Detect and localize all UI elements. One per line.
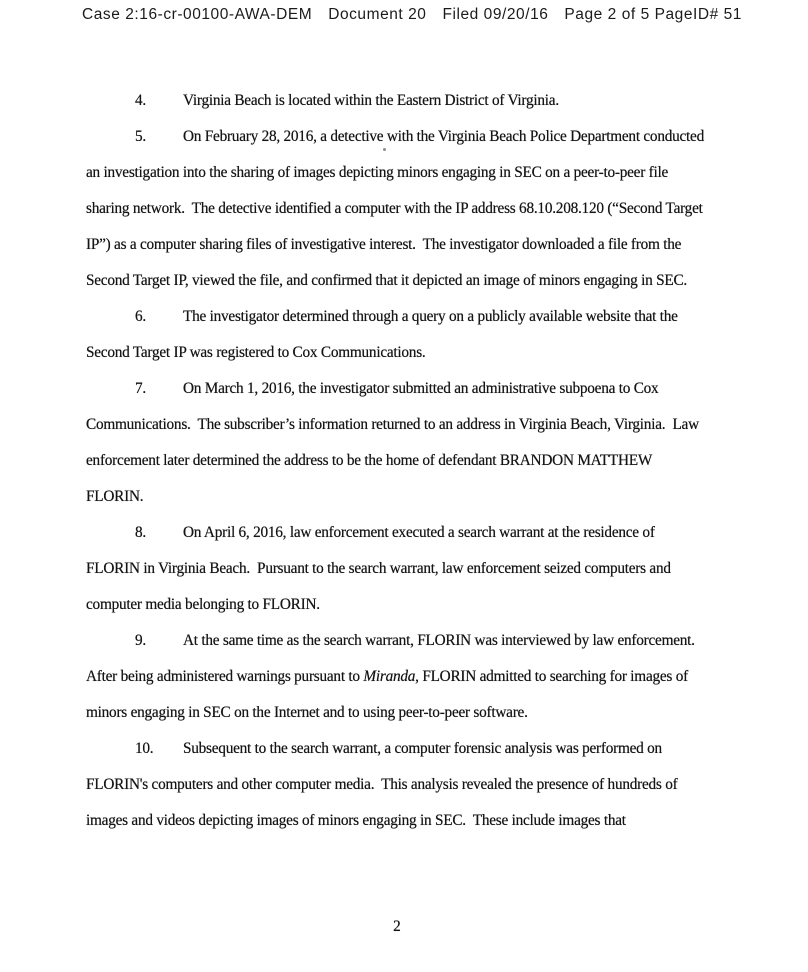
header-document-number: Document 20 <box>328 6 427 23</box>
paragraph-text: At the same time as the search warrant, FLORIN was interviewed by law enforcement. After being administered warnings pursuant to <box>86 632 699 685</box>
paragraph-text: The investigator determined through a query on a publicly available website that the Second Target IP was registered to Cox Communications. <box>86 308 678 361</box>
paragraph-number: 7. <box>135 380 146 397</box>
paragraph-number: 6. <box>135 308 146 325</box>
paragraph-number: 5. <box>135 128 146 145</box>
header-case-number: Case 2:16-cr-00100-AWA-DEM <box>82 6 313 23</box>
paragraph-9 <box>86 623 708 731</box>
paragraph-text: On March 1, 2016, the investigator submitted an administrative subpoena to Cox Communications. The subscriber’s information returned to an address in Virginia Beach, Virginia. Law enforcement later determined the address to be the home of defendant BRANDON MATTHEW FLORIN. <box>86 380 699 505</box>
paragraph-text: Virginia Beach is located within the Eastern District of Virginia. <box>183 92 559 109</box>
paragraph-number: 8. <box>135 524 146 541</box>
paragraph-4 <box>86 83 708 119</box>
paragraph-5 <box>86 119 708 299</box>
header-page-info: Page 2 of 5 PageID# 51 <box>564 6 742 23</box>
case-citation-miranda: Miranda <box>363 668 416 685</box>
paragraph-number: 9. <box>135 632 146 649</box>
case-stamp-header <box>82 6 742 24</box>
header-filed-date: Filed 09/20/16 <box>442 6 549 23</box>
paragraph-text: On April 6, 2016, law enforcement executed a search warrant at the residence of FLORIN in Virginia Beach. Pursuant to the search warrant, law enforcement seized computers and computer media belonging to FLORIN. <box>86 524 671 613</box>
paragraph-text: , FLORIN admitted to searching for images of minors engaging in SEC on the Internet and to using peer-to-peer software. <box>86 668 688 721</box>
document-body <box>86 83 708 839</box>
paragraph-6 <box>86 299 708 371</box>
page-number: 2 <box>393 918 401 935</box>
paragraph-text: On February 28, 2016, a detective with the Virginia Beach Police Department conducted an investigation into the sharing of images depicting minors engaging in SEC on a peer-to-peer file sharing network. The detective identified a computer with the IP address 68.10.208.120 (“Second Target IP”) as a computer sharing files of investigative interest. The investigator downloaded a file from the Second Target IP, viewed the file, and confirmed that it depicted an image of minors engaging in SEC. <box>86 128 704 289</box>
paragraph-7 <box>86 371 708 515</box>
paragraph-number: 10. <box>135 740 154 757</box>
paragraph-number: 4. <box>135 92 146 109</box>
paragraph-8 <box>86 515 708 623</box>
paragraph-10 <box>86 731 708 839</box>
paragraph-text: Subsequent to the search warrant, a computer forensic analysis was performed on FLORIN's computers and other computer media. This analysis revealed the presence of hundreds of images and videos depicting images of minors engaging in SEC. These include images that <box>86 740 678 829</box>
